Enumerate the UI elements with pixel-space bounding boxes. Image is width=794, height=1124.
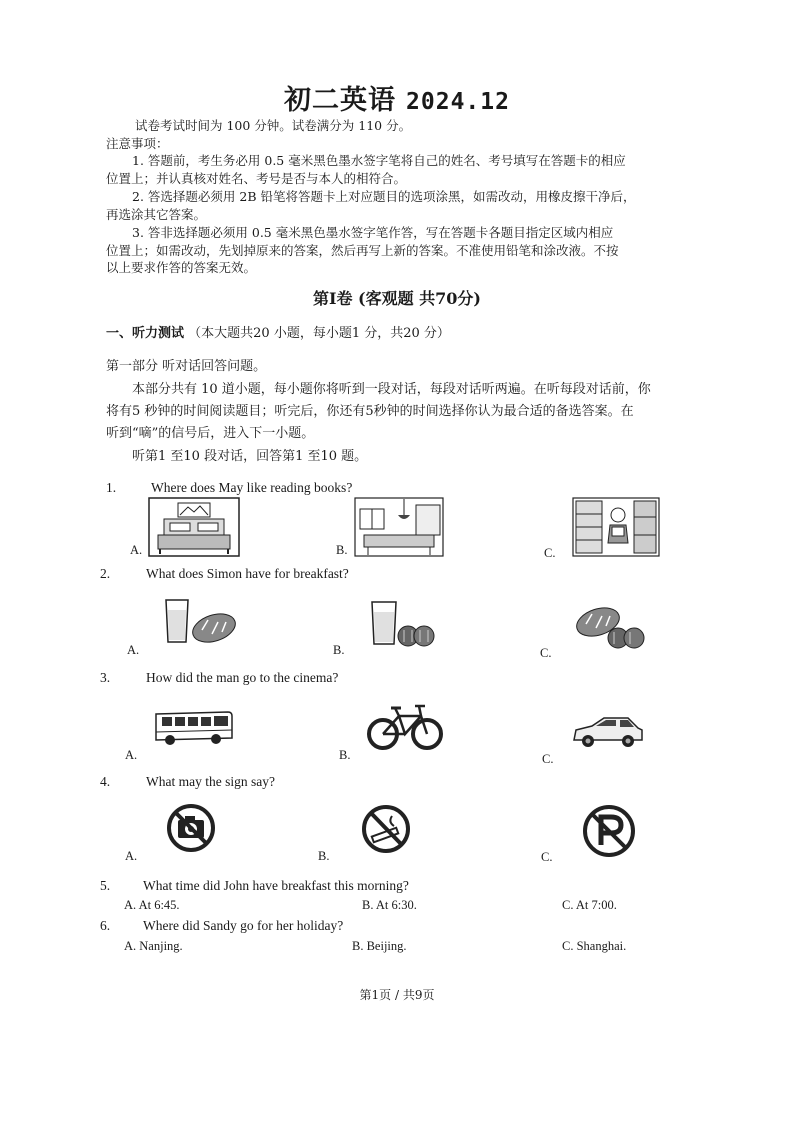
question-1-number: 1.	[106, 480, 117, 495]
instruction-c: 听到“嘀”的信号后，进入下一小题。	[106, 426, 315, 441]
section-desc: （本大题共20 小题，每小题1 分，共20 分）	[188, 326, 450, 341]
sub-title: 第一部分 听对话回答问题。	[106, 359, 267, 374]
q4-option-a-label: A.	[125, 849, 138, 863]
question-3-text: How did the man go to the cinema?	[146, 670, 339, 685]
q6-option-c[interactable]: C. Shanghai.	[562, 939, 627, 953]
section-heading	[106, 324, 450, 344]
question-4-text: What may the sign say?	[146, 774, 275, 789]
question-5-text: What time did John have breakfast this morning?	[143, 878, 409, 893]
notes-title: 注意事项：	[106, 136, 169, 151]
no-smoking-sign-icon[interactable]	[360, 802, 412, 856]
exam-title-text: 初二英语	[284, 85, 397, 116]
q2-option-c-label: C.	[540, 646, 552, 660]
q6-option-b[interactable]: B. Beijing.	[352, 939, 407, 953]
note3-line-b: 位置上；如需改动，先划掉原来的答案，然后再写上新的答案。不准使用铅笔和涂改液。不按	[106, 243, 619, 258]
q3-option-b-label: B.	[339, 748, 351, 762]
section-label: 一、听力测试	[106, 326, 185, 341]
question-3-number: 3.	[100, 670, 111, 685]
question-4-number: 4.	[100, 774, 111, 789]
note1-line-b: 位置上；并认真核对姓名、考号是否与本人的相符合。	[106, 171, 407, 186]
exam-title	[0, 78, 794, 117]
note3-line-a: 3. 答非选择题必须用 0.5 毫米黑色墨水签字笔作答，写在答题卡各题目指定区域内相应	[132, 225, 614, 240]
q6-option-a[interactable]: A. Nanjing.	[124, 939, 183, 953]
note3-line-c: 以上要求作答的答案无效。	[106, 260, 257, 275]
car-picture[interactable]	[570, 712, 646, 752]
q3-option-a-label: A.	[125, 748, 138, 762]
q2-option-a-label: A.	[127, 643, 140, 657]
milk-and-bread-picture[interactable]	[162, 596, 238, 646]
question-1-text: Where does May like reading books?	[151, 480, 353, 495]
q5-option-c[interactable]: C. At 7:00.	[562, 898, 617, 912]
q5-option-b[interactable]: B. At 6:30.	[362, 898, 417, 912]
q4-option-c-label: C.	[541, 850, 553, 864]
no-parking-sign-icon[interactable]	[581, 803, 637, 859]
question-6-number: 6.	[100, 918, 111, 933]
bicycle-picture[interactable]	[365, 702, 445, 752]
bus-picture[interactable]	[152, 708, 234, 748]
library-picture[interactable]	[572, 497, 660, 557]
question-6-text: Where did Sandy go for her holiday?	[143, 918, 344, 933]
time-line: 试卷考试时间为 100 分钟。试卷满分为 110 分。	[135, 118, 412, 133]
instruction-b: 将有5 秒钟的时间阅读题目；听完后，你还有5秒钟的时间选择你认为最合适的备选答案。在	[106, 404, 634, 419]
part1-title: 第Ⅰ卷 (客观题 共70分)	[312, 289, 482, 308]
note1-line-a: 1. 答题前，考生务必用 0.5 毫米黑色墨水签字笔将自己的姓名、考号填写在答题卡的相应	[132, 153, 626, 168]
bread-and-eggs-picture[interactable]	[574, 600, 648, 650]
q1-option-a-label: A.	[130, 543, 143, 557]
question-2-number: 2.	[100, 566, 111, 581]
no-photos-sign-icon[interactable]	[165, 802, 217, 854]
q1-option-c-label: C.	[544, 546, 556, 560]
q2-option-b-label: B.	[333, 643, 345, 657]
listen-line: 听第1 至10 段对话，回答第1 至10 题。	[132, 449, 368, 464]
q3-option-c-label: C.	[542, 752, 554, 766]
question-5-number: 5.	[100, 878, 111, 893]
milk-and-eggs-picture[interactable]	[368, 598, 440, 648]
question-2-text: What does Simon have for breakfast?	[146, 566, 349, 581]
kitchen-picture[interactable]	[354, 497, 444, 557]
q1-option-b-label: B.	[336, 543, 348, 557]
note2-line-a: 2. 答选择题必须用 2B 铅笔将答题卡上对应题目的选项涂黑，如需改动，用橡皮擦干净后，	[132, 189, 636, 204]
instruction-a: 本部分共有 10 道小题，每小题你将听到一段对话，每段对话听两遍。在听每段对话前，你	[132, 382, 651, 397]
note2-line-b: 再选涂其它答案。	[106, 207, 207, 222]
q4-option-b-label: B.	[318, 849, 330, 863]
bedroom-picture[interactable]	[148, 497, 240, 557]
page-footer: 第1页 / 共9页	[359, 988, 435, 1002]
exam-date: 2024.12	[406, 89, 510, 115]
q5-option-a[interactable]: A. At 6:45.	[124, 898, 180, 912]
